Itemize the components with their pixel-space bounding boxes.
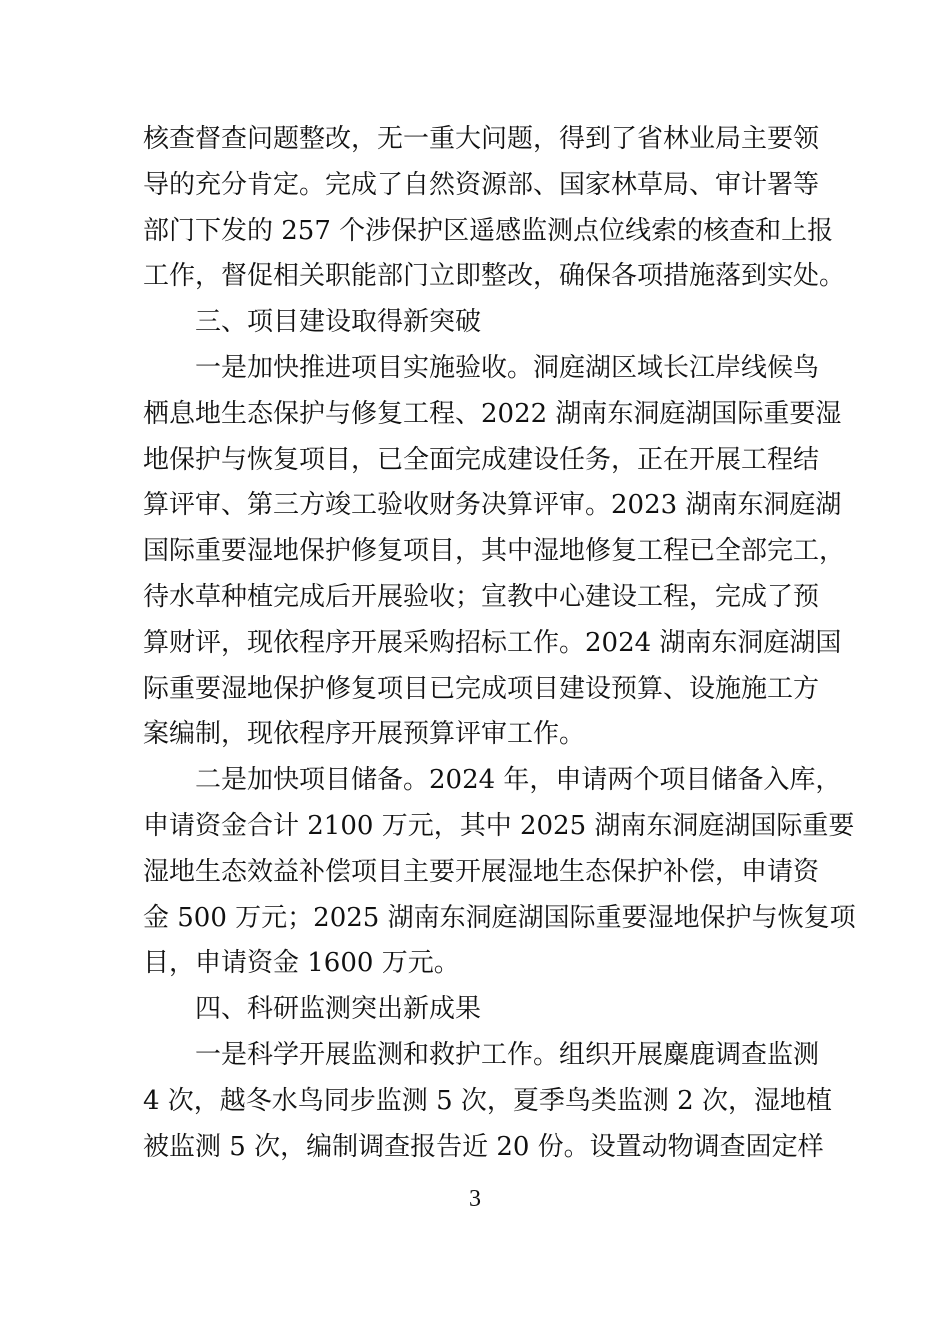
section-heading: 四、科研监测突出新成果 (195, 994, 482, 1025)
body-text (143, 117, 856, 1170)
text-line: 栖息地生态保护与修复工程、2022 湖南东洞庭湖国际重要湿 (143, 398, 842, 429)
text-line: 待水草种植完成后开展验收；宣教中心建设工程，完成了预 (143, 581, 820, 612)
text-line: 湿地生态效益补偿项目主要开展湿地生态保护补偿，申请资 (143, 856, 820, 887)
text-line: 工作，督促相关职能部门立即整改，确保各项措施落到实处。 (143, 261, 846, 292)
text-line: 国际重要湿地保护修复项目，其中湿地修复工程已全部完工， (143, 536, 846, 567)
text-line: 一是科学开展监测和救护工作。组织开展麋鹿调查监测 (195, 1039, 820, 1070)
text-line: 部门下发的 257 个涉保护区遥感监测点位线索的核查和上报 (143, 215, 834, 246)
text-line: 案编制，现依程序开展预算评审工作。 (143, 719, 586, 750)
text-line: 金 500 万元；2025 湖南东洞庭湖国际重要湿地保护与恢复项 (143, 902, 856, 933)
text-line: 际重要湿地保护修复项目已完成项目建设预算、设施施工方 (143, 673, 820, 704)
text-line: 算财评，现依程序开展采购招标工作。2024 湖南东洞庭湖国 (143, 627, 842, 658)
text-line: 被监测 5 次，编制调查报告近 20 份。设置动物调查固定样 (143, 1131, 824, 1162)
section-heading: 三、项目建设取得新突破 (195, 307, 482, 338)
text-line: 核查督查问题整改，无一重大问题，得到了省林业局主要领 (143, 124, 820, 154)
text-line: 目，申请资金 1600 万元。 (143, 948, 460, 979)
text-line: 地保护与恢复项目，已全面完成建设任务，正在开展工程结 (143, 444, 820, 475)
text-line: 申请资金合计 2100 万元，其中 2025 湖南东洞庭湖国际重要 (143, 810, 855, 841)
text-line: 算评审、第三方竣工验收财务决算评审。2023 湖南东洞庭湖 (143, 490, 842, 521)
page-number: 3 (469, 1186, 481, 1212)
text-line: 二是加快项目储备。2024 年，申请两个项目储备入库， (195, 765, 842, 796)
text-line: 4 次，越冬水鸟同步监测 5 次，夏季鸟类监测 2 次，湿地植 (143, 1085, 832, 1116)
text-line: 一是加快推进项目实施验收。洞庭湖区域长江岸线候鸟 (195, 352, 820, 383)
text-line: 导的充分肯定。完成了自然资源部、国家林草局、审计署等 (143, 169, 820, 200)
